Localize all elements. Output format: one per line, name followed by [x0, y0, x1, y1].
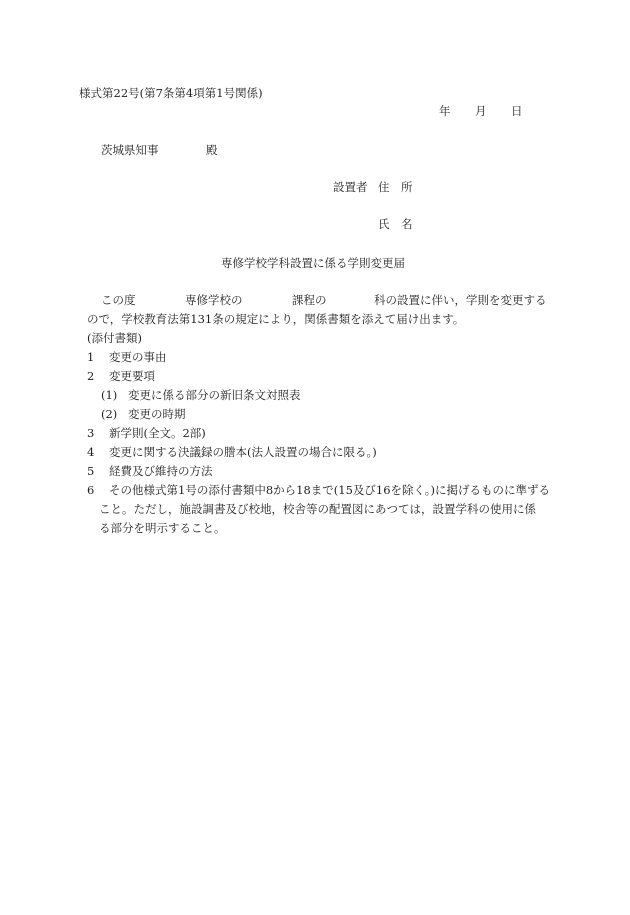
name-label: 氏 名 [378, 217, 413, 231]
document-title: 専修学校学科設置に係る学則変更届 [221, 256, 405, 270]
item-number: 2 [87, 369, 95, 383]
item-number: 1 [87, 350, 95, 364]
list-item [87, 464, 213, 478]
item-text: 新学則(全文。2部) [109, 426, 206, 440]
body-part-3: 課程の [292, 293, 327, 307]
address-label: 住 所 [378, 180, 413, 194]
attachments-heading: (添付書類) [87, 331, 142, 345]
list-item [101, 388, 301, 402]
list-item [87, 426, 206, 440]
applicant-label: 設置者 [333, 180, 368, 194]
list-item-continuation: る部分を明示すること。 [99, 521, 226, 535]
recipient: 茨城県知事 [101, 143, 159, 157]
item-text: 変更に係る部分の新旧条文対照表 [128, 388, 301, 402]
honorific: 殿 [206, 143, 218, 157]
body-part-2: 専修学校の [185, 293, 243, 307]
list-item-continuation: こと。ただし，施設調書及び校地，校舎等の配置図にあつては，設置学科の使用に係 [99, 502, 536, 516]
item-number: (2) [101, 407, 118, 421]
item-number: 6 [87, 483, 95, 497]
list-item [87, 483, 550, 497]
item-text: 変更に関する決議録の謄本(法人設置の場合に限る。) [109, 445, 377, 459]
date-year-label: 年 [439, 104, 451, 118]
item-number: 3 [87, 426, 95, 440]
item-text: 変更の事由 [109, 350, 167, 364]
item-text: 変更要項 [109, 369, 155, 383]
body-part-4: 科の設置に伴い，学則を変更する [374, 293, 547, 307]
item-text: 変更の時期 [128, 407, 186, 421]
item-number: 5 [87, 464, 95, 478]
list-item [87, 350, 167, 364]
item-number: (1) [101, 388, 118, 402]
form-number: 様式第22号(第7条第4項第1号関係) [79, 86, 263, 100]
date-month-label: 月 [475, 104, 487, 118]
item-text: その他様式第1号の添付書類中8から18まで(15及び16を除く。)に掲げるものに準ずる [109, 483, 551, 497]
list-item [87, 369, 155, 383]
body-line-2: ので，学校教育法第131条の規定により，関係書類を添えて届け出ます。 [87, 312, 465, 326]
date-day-label: 日 [511, 104, 523, 118]
list-item [87, 445, 377, 459]
body-part-1: この度 [101, 293, 136, 307]
item-text: 経費及び維持の方法 [109, 464, 213, 478]
item-number: 4 [87, 445, 95, 459]
list-item [101, 407, 186, 421]
